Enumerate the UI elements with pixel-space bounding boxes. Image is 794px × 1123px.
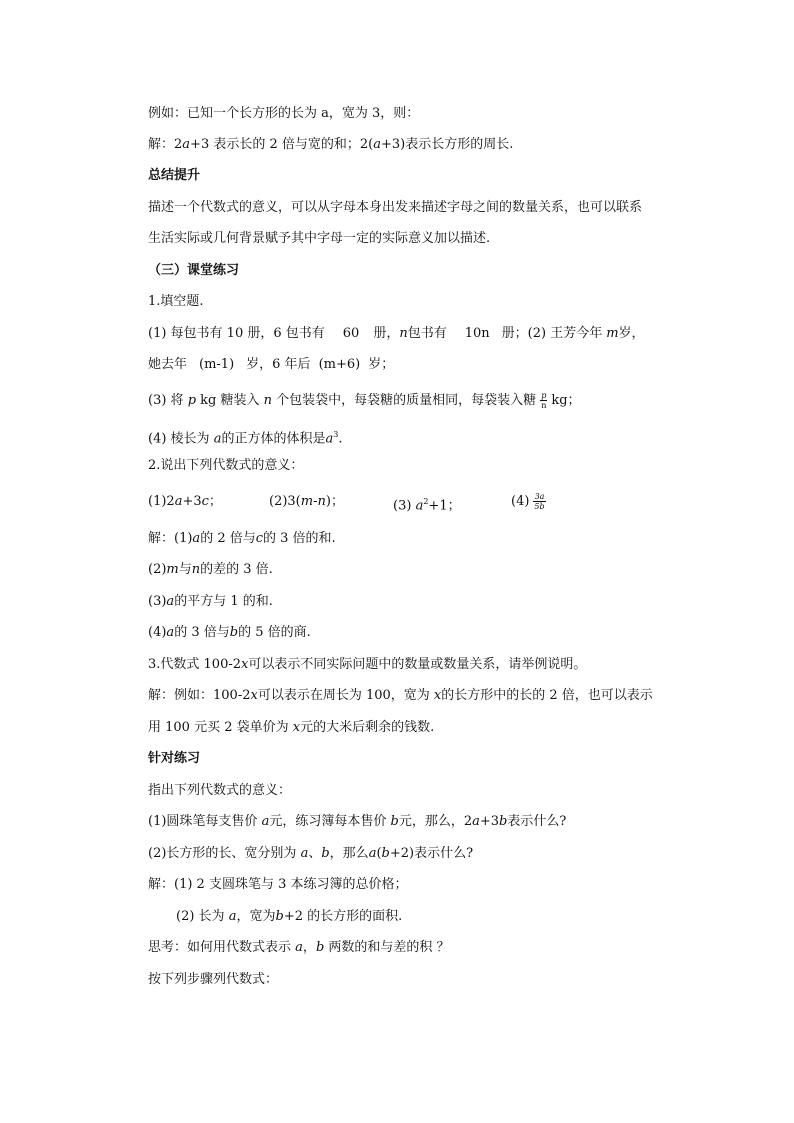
text: 她去年: [148, 357, 188, 372]
text: (4): [511, 494, 530, 509]
text: (1) 每包书有 10 册，6 包书有: [148, 326, 325, 341]
fraction-p-over-n: [540, 391, 547, 410]
text: )；: [325, 494, 344, 509]
var-a: a: [213, 431, 222, 447]
answer-2-4: [148, 625, 311, 641]
var-x: x: [241, 657, 249, 672]
heading-text: （三）课堂练习: [148, 263, 240, 278]
var-b: b: [381, 846, 390, 861]
text: (3): [148, 594, 167, 609]
text: (: [376, 846, 382, 861]
text: 的正方体的体积是: [221, 431, 326, 447]
var-c: c: [255, 531, 264, 546]
heading-summary: [148, 168, 200, 184]
steps-intro: [148, 972, 278, 988]
var-a: a: [261, 814, 270, 829]
text: (4) 棱长为: [148, 431, 210, 447]
text: .: [338, 431, 343, 447]
text: ，那么: [329, 846, 369, 861]
text: 的差的 3 倍.: [200, 562, 273, 577]
answer: 10n: [464, 326, 490, 341]
question-3: [148, 657, 586, 673]
var-b: b: [229, 625, 239, 640]
text: 解：(1): [148, 531, 193, 546]
text: +2)表示什么?: [389, 846, 474, 861]
var-a: a: [300, 846, 309, 861]
text: 册；(2) 王芳今年: [501, 326, 603, 341]
text: -: [313, 494, 318, 509]
var-m: m: [606, 326, 619, 341]
var-a: a: [472, 814, 480, 829]
text: 的平方与 1 的和.: [174, 594, 273, 609]
text: 岁，: [618, 326, 645, 341]
var-b: b: [275, 909, 284, 924]
text: (1)2: [148, 494, 175, 509]
var-x: x: [250, 688, 258, 703]
var-a: a: [368, 846, 377, 861]
var-c: c: [201, 494, 209, 509]
text: (4): [148, 625, 167, 640]
var-n: n: [263, 393, 273, 408]
text: 的 3 倍的和.: [263, 531, 336, 546]
answer-3-line-a: [148, 688, 653, 704]
var-a: a: [166, 594, 175, 609]
targeted-q2: [148, 846, 473, 862]
answer: 60: [342, 326, 360, 341]
text: +3: [182, 494, 202, 509]
example-line: [148, 106, 419, 122]
text: +2 的长方形的面积.: [283, 909, 403, 924]
text: 描述一个代数式的意义，可以从字母本身出发来描述字母之间的数量关系，也可以联系: [148, 200, 643, 215]
question-2-option-4: [511, 492, 550, 511]
text: (2): [148, 562, 167, 577]
numerator: p: [541, 391, 547, 400]
text: +3: [479, 814, 500, 829]
var-m: m: [166, 562, 179, 577]
question-1-line-d: [148, 427, 342, 447]
text: 包书有: [407, 326, 447, 341]
text: (1)圆珠笔每支售价: [148, 814, 258, 829]
var-n: n: [317, 494, 326, 509]
text: 可以表示不同实际问题中的数量或数量关系，请举例说明。: [248, 657, 587, 672]
text: +3 表示长的 2 倍与宽的和；2(: [190, 137, 374, 152]
text: 的长方形中的长的 2 倍，也可以表示: [441, 688, 653, 703]
text: 个包装袋中，每袋糖的质量相同，每袋装入糖: [276, 393, 537, 408]
question-1-line-c: [148, 391, 581, 410]
targeted-q1: [148, 814, 566, 830]
heading-text: 总结提升: [148, 168, 201, 183]
text: 3.代数式 100-2: [148, 657, 242, 672]
text: kg 糖装入: [200, 393, 260, 408]
text: 元，那么，2: [398, 814, 473, 829]
text: 元，练习簿每本售价: [269, 814, 387, 829]
targeted-intro: [148, 783, 291, 799]
example-solution-line: [148, 137, 513, 153]
var-a: a: [228, 909, 237, 924]
question-1-line-a: [148, 326, 645, 342]
text: 用 100 元买 2 袋单价为: [148, 720, 289, 735]
text: 岁，6 年后: [246, 357, 311, 372]
var-x: x: [292, 720, 301, 735]
denominator: n: [541, 401, 547, 410]
question-2-option-1: [148, 494, 222, 510]
text: 的 2 倍与: [200, 531, 256, 546]
text: +1；: [428, 498, 461, 514]
text: 指出下列代数式的意义：: [148, 783, 292, 798]
var-a: a: [192, 531, 201, 546]
text: (3): [393, 498, 412, 514]
text: 可以表示在周长为 100，宽为: [257, 688, 430, 703]
question-1-line-b: [148, 357, 394, 373]
text: kg；: [551, 393, 581, 408]
text: +3)表示长方形的周长.: [381, 137, 514, 152]
text: 思考：如何用代数式表示: [148, 940, 292, 955]
var-n: n: [399, 326, 408, 341]
heading-text: 针对练习: [148, 751, 201, 766]
text: (2) 长为: [176, 909, 225, 924]
var-m: m: [300, 494, 314, 509]
answer: (m+6): [318, 357, 361, 372]
var-a: a: [174, 494, 183, 509]
var-a: a: [295, 940, 303, 955]
var-n: n: [191, 562, 201, 577]
text: 册，: [373, 326, 400, 341]
text: 表示什么?: [507, 814, 567, 829]
text: (3) 将: [148, 393, 184, 408]
answer-2-1: [148, 531, 336, 547]
var-a: a: [415, 498, 424, 514]
targeted-answer-2: [176, 909, 402, 925]
text: ，宽为: [236, 909, 276, 924]
text: 两数的和与差的积 ？: [328, 940, 450, 955]
var-b: b: [499, 814, 508, 829]
heading-class-practice: [148, 263, 239, 279]
var-a: a: [373, 137, 381, 152]
text: 的 3 倍与: [174, 625, 230, 640]
example-text: 例如：已知一个长方形的长为 a，宽为 3，则：: [148, 106, 420, 121]
question-2-option-2: [269, 494, 344, 510]
var-p: p: [187, 393, 197, 408]
text: 1.填空题.: [148, 294, 204, 309]
text: 解：例如：100-2: [148, 688, 251, 703]
text: 解：2: [148, 137, 183, 152]
text: (2)长方形的长、宽分别为: [148, 846, 297, 861]
var-a: a: [182, 137, 191, 152]
text: 生活实际或几何背景赋予其中字母一定的实际意义加以描述.: [148, 231, 491, 246]
var-b: b: [390, 814, 399, 829]
question-2-title: [148, 458, 303, 474]
summary-para-1: [148, 200, 642, 216]
text: 2.说出下列代数式的意义：: [148, 458, 304, 473]
var-b: b: [315, 940, 325, 955]
text: 解：(1) 2 支圆珠笔与 3 本练习簿的总价格；: [148, 877, 408, 892]
text: 岁；: [368, 357, 395, 372]
var-a: a: [325, 431, 334, 447]
text: 、: [308, 846, 322, 861]
heading-targeted-practice: [148, 751, 200, 767]
text: 按下列步骤列代数式：: [148, 972, 279, 987]
text: ，: [302, 940, 316, 955]
targeted-answer-1: [148, 877, 408, 893]
var-b: b: [321, 846, 330, 861]
exponent: 3: [333, 430, 339, 439]
numerator: 3a: [534, 492, 545, 501]
think-question: [148, 940, 450, 956]
answer-2-3: [148, 594, 273, 610]
text: 与: [178, 562, 192, 577]
summary-para-2: [148, 231, 490, 247]
denominator: 5b: [534, 502, 545, 511]
question-2-option-3: [393, 494, 461, 514]
text: 的 5 倍的商.: [238, 625, 311, 640]
exponent: 2: [423, 497, 429, 506]
answer-2-2: [148, 562, 273, 578]
fraction-3a-over-5b: [533, 492, 545, 511]
text: (2)3(: [269, 494, 301, 509]
text: ；: [208, 494, 222, 509]
answer: (m-1): [199, 357, 235, 372]
var-a: a: [166, 625, 175, 640]
text: 元的大米后剩余的钱数.: [300, 720, 435, 735]
var-x: x: [433, 688, 442, 703]
question-1-title: [148, 294, 204, 310]
answer-3-line-b: [148, 720, 434, 736]
